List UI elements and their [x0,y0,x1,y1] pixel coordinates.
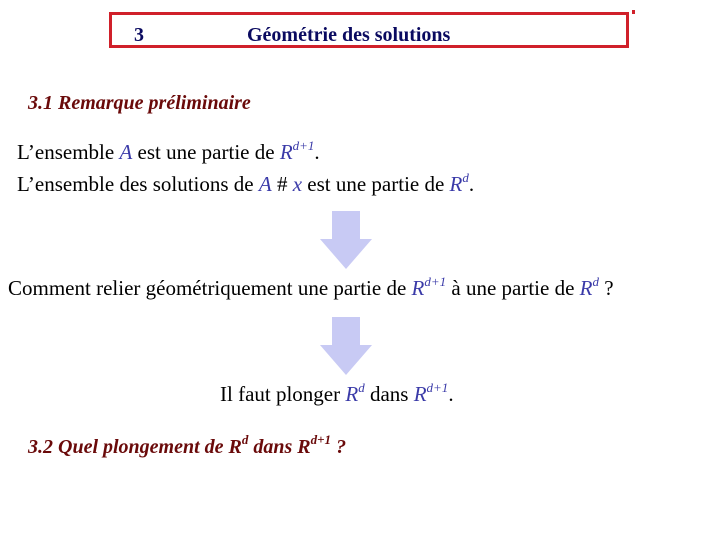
math-A: A [258,172,272,196]
text: Comment relier géométriquement une partie de [8,276,412,300]
text: . [314,140,320,164]
math-exponent: d [358,380,365,395]
text: est une partie de [132,140,280,164]
exponent: d [241,432,249,447]
corner-mark [632,10,635,14]
text: à une partie de [446,276,580,300]
text: L’ensemble [17,140,120,164]
text: est une partie de [302,172,450,196]
math-R: R [279,140,293,164]
math-A: A [119,140,133,164]
text: Il faut plonger [220,382,346,406]
math-exponent: d+1 [426,380,449,395]
text: 3.2 Quel plongement de R [28,436,242,458]
answer-line [220,382,454,407]
statement-line-1 [17,140,320,165]
math-exponent: d+1 [292,138,315,153]
statement-line-2 [17,172,474,197]
math-exponent: d [592,274,599,289]
text: ? [599,276,614,300]
question-line [8,276,614,301]
math-R: R [449,172,463,196]
text: dans [364,382,414,406]
text: . [468,172,475,196]
page-title: Géométrie des solutions [247,24,451,46]
section-heading-3-2 [28,432,347,459]
down-arrow-icon [320,317,372,375]
math-exponent: d [462,170,469,185]
text: . [448,382,454,406]
math-R: R [413,382,427,406]
math-R: R [345,382,359,406]
section-heading-3-1: 3.1 Remarque préliminaire [28,92,251,114]
title-box [109,12,629,48]
down-arrow-icon [320,211,372,269]
math-x: x [292,172,303,196]
math-exponent: d+1 [424,274,447,289]
text: dans R [248,436,311,458]
math-R: R [579,276,593,300]
math-R: R [411,276,425,300]
exponent: d+1 [310,432,332,447]
text: L’ensemble des solutions de [17,172,259,196]
text: # [271,172,293,196]
section-number: 3 [134,24,144,46]
text: ? [331,436,347,458]
